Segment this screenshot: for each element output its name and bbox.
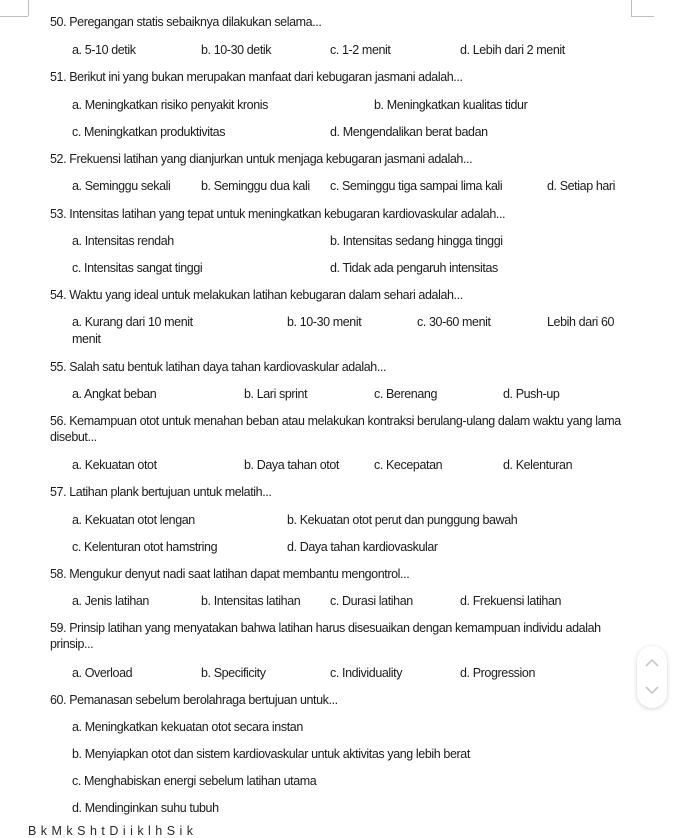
- question-59: 59. Prinsip latihan yang menyatakan bahwa latihan harus disesuaikan dengan kemampuan individu adalah prinsip...: [50, 621, 601, 651]
- option-58-b: b. Intensitas latihan: [201, 594, 301, 608]
- question-53: 53. Intensitas latihan yang tepat untuk meningkatkan kebugaran kardiovaskular adalah...: [50, 207, 506, 221]
- option-60-b: b. Menyiapkan otot dan sistem kardiovaskular untuk aktivitas yang lebih berat: [72, 747, 470, 761]
- option-56-d: d. Kelenturan: [503, 458, 573, 472]
- chevron-up-icon: [645, 658, 659, 667]
- option-51-d: d. Mengendalikan berat badan: [330, 125, 488, 139]
- option-54-a: a. Kurang dari 10 menit: [72, 315, 193, 329]
- chevron-down-icon: [645, 686, 659, 695]
- option-60-c: c. Menghabiskan energi sebelum latihan utama: [72, 774, 317, 788]
- option-50-c: c. 1-2 menit: [330, 43, 391, 57]
- question-54: 54. Waktu yang ideal untuk melakukan latihan kebugaran dalam sehari adalah...: [50, 288, 463, 302]
- option-56-a: a. Kekuatan otot: [72, 458, 157, 472]
- option-59-d: d. Progression: [460, 666, 535, 680]
- option-57-a: a. Kekuatan otot lengan: [72, 513, 195, 527]
- option-52-c: c. Seminggu tiga sampai lima kali: [330, 179, 503, 193]
- cut-off-heading: B k M k S h t D i i k l h S i k: [28, 824, 194, 838]
- scroll-up-button[interactable]: [637, 648, 667, 676]
- option-54-b: b. 10-30 menit: [287, 315, 362, 329]
- question-60: 60. Pemanasan sebelum berolahraga bertujuan untuk...: [50, 693, 338, 707]
- option-53-b: b. Intensitas sedang hingga tinggi: [330, 234, 503, 248]
- question-52: 52. Frekuensi latihan yang dianjurkan untuk menjaga kebugaran jasmani adalah...: [50, 152, 473, 166]
- option-54-d-line1: Lebih dari 60: [547, 315, 615, 329]
- question-50: 50. Peregangan statis sebaiknya dilakukan selama...: [50, 15, 322, 29]
- crop-mark-top-right: [631, 0, 654, 17]
- question-57: 57. Latihan plank bertujuan untuk melatih...: [50, 485, 272, 499]
- option-51-c: c. Meningkatkan produktivitas: [72, 125, 226, 139]
- option-55-d: d. Push-up: [503, 387, 560, 401]
- option-59-c: c. Individuality: [330, 666, 403, 680]
- scroll-down-button[interactable]: [637, 676, 667, 704]
- question-58: 58. Mengukur denyut nadi saat latihan dapat membantu mengontrol...: [50, 567, 410, 581]
- option-56-b: b. Daya tahan otot: [244, 458, 339, 472]
- option-52-a: a. Seminggu sekali: [72, 179, 171, 193]
- option-57-c: c. Kelenturan otot hamstring: [72, 540, 218, 554]
- option-59-b: b. Specificity: [201, 666, 266, 680]
- option-54-c: c. 30-60 menit: [417, 315, 491, 329]
- option-52-b: b. Seminggu dua kali: [201, 179, 310, 193]
- option-58-a: a. Jenis latihan: [72, 594, 149, 608]
- crop-mark-top-left-vertical: [28, 0, 29, 16]
- question-56: 56. Kemampuan otot untuk menahan beban atau melakukan kontraksi berulang-ulang dalam waktu yang lama disebut...: [50, 414, 621, 444]
- option-53-a: a. Intensitas rendah: [72, 234, 174, 248]
- question-51: 51. Berikut ini yang bukan merupakan manfaat dari kebugaran jasmani adalah...: [50, 70, 463, 84]
- option-54-d: [547, 314, 647, 330]
- option-50-d: d. Lebih dari 2 menit: [460, 43, 565, 57]
- option-52-d: d. Setiap hari: [547, 179, 616, 193]
- option-55-a: a. Angkat beban: [72, 387, 157, 401]
- option-53-c: c. Intensitas sangat tinggi: [72, 261, 203, 275]
- option-54-d-line2: menit: [72, 332, 101, 346]
- option-58-d: d. Frekuensi latihan: [460, 594, 562, 608]
- option-60-d: d. Mendinginkan suhu tubuh: [72, 801, 219, 815]
- option-53-d: d. Tidak ada pengaruh intensitas: [330, 261, 498, 275]
- option-58-c: c. Durasi latihan: [330, 594, 413, 608]
- option-57-d: d. Daya tahan kardiovaskular: [287, 540, 438, 554]
- option-59-a: a. Overload: [72, 666, 133, 680]
- option-56-c: c. Kecepatan: [374, 458, 443, 472]
- option-51-b: b. Meningkatkan kualitas tidur: [374, 98, 528, 112]
- option-60-a: a. Meningkatkan kekuatan otot secara instan: [72, 720, 303, 734]
- page-scroll-widget: [637, 646, 667, 708]
- crop-mark-top-left: [0, 0, 28, 17]
- option-55-c: c. Berenang: [374, 387, 438, 401]
- option-51-a: a. Meningkatkan risiko penyakit kronis: [72, 98, 269, 112]
- option-57-b: b. Kekuatan otot perut dan punggung bawah: [287, 513, 518, 527]
- option-55-b: b. Lari sprint: [244, 387, 308, 401]
- option-54-d-wrap: [72, 331, 101, 347]
- option-50-b: b. 10-30 detik: [201, 43, 272, 57]
- option-50-a: a. 5-10 detik: [72, 43, 136, 57]
- question-55: 55. Salah satu bentuk latihan daya tahan kardiovaskular adalah...: [50, 360, 387, 374]
